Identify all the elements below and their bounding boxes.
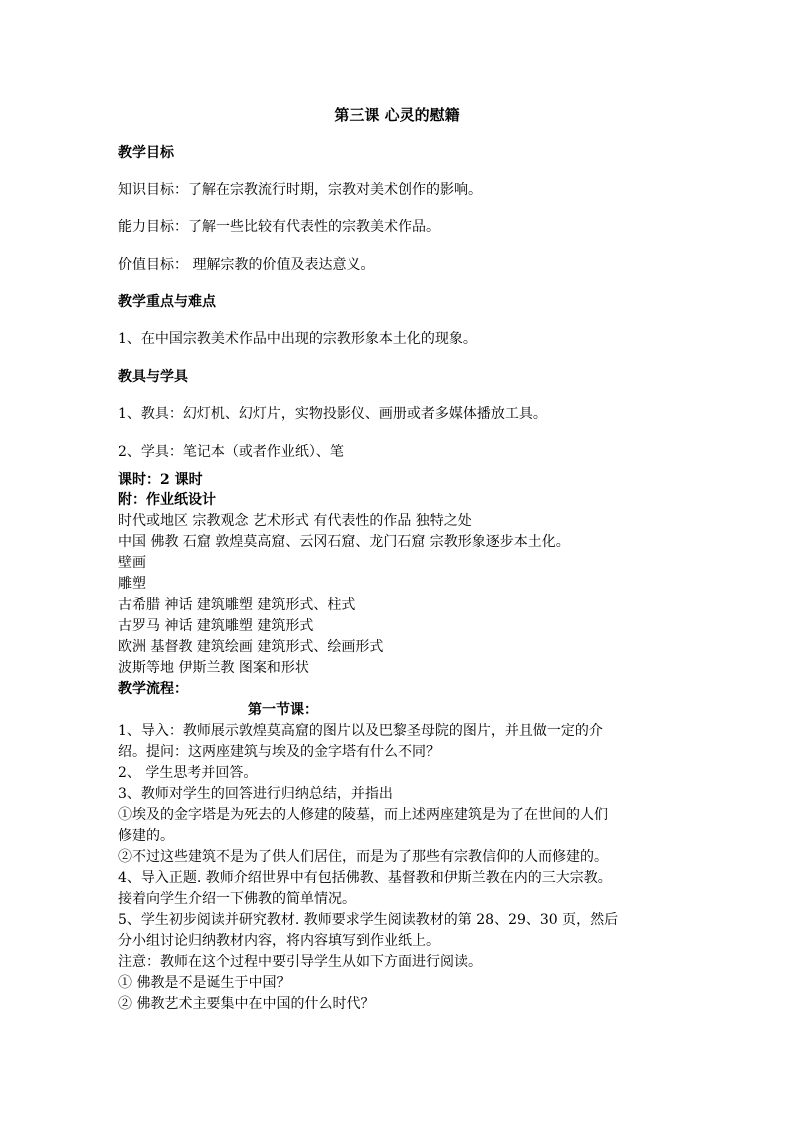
flow-line: 3、教师对学生的回答进行归纳总结，并指出	[118, 786, 393, 802]
flow-line: 绍。提问：这两座建筑与埃及的金字塔有什么不同？	[118, 744, 440, 760]
flow-line: 修建的。	[118, 828, 174, 844]
worksheet-line: 中国 佛教 石窟 敦煌莫高窟、云冈石窟、龙门石窟 宗教形象逐步本土化。	[118, 534, 570, 550]
worksheet-line: 古希腊 神话 建筑雕塑 建筑形式、柱式	[118, 597, 356, 613]
key-point-1: 1、在中国宗教美术作品中出现的宗教形象本土化的现象。	[118, 331, 477, 347]
worksheet-line: 时代或地区 宗教观念 艺术形式 有代表性的作品 独特之处	[118, 513, 472, 529]
goal-ability: 能力目标：了解一些比较有代表性的宗教美术作品。	[118, 219, 440, 235]
flow-line: 2、 学生思考并回答。	[118, 765, 258, 781]
goals-heading: 教学目标	[118, 145, 174, 161]
flow-line: 4、导入正题. 教师介绍世界中有包括佛教、基督教和伊斯兰教在内的三大宗教。	[118, 870, 612, 886]
class-hours: 课时：2 课时	[118, 472, 203, 488]
tools-student: 2、学具：笔记本（或者作业纸）、笔	[118, 444, 344, 460]
flow-line: 1、导入：教师展示敦煌莫高窟的图片以及巴黎圣母院的图片，并且做一定的介	[118, 723, 603, 739]
flow-line: 分小组讨论归纳教材内容，将内容填写到作业纸上。	[118, 933, 440, 949]
tools-heading: 教具与学具	[118, 369, 188, 385]
appendix-heading: 附：作业纸设计	[118, 492, 216, 508]
tools-teacher: 1、教具：幻灯机、幻灯片，实物投影仪、画册或者多媒体播放工具。	[118, 406, 547, 422]
worksheet-line: 欧洲 基督教 建筑绘画 建筑形式、绘画形式	[118, 639, 384, 655]
flow-line: 5、学生初步阅读并研究教材. 教师要求学生阅读教材的第 28、29、30 页，然后	[118, 912, 619, 928]
lesson-title: 第三课 心灵的慰籍	[334, 106, 460, 124]
flow-line: 接着向学生介绍一下佛教的简单情况。	[118, 891, 356, 907]
worksheet-line: 古罗马 神话 建筑雕塑 建筑形式	[118, 618, 314, 634]
flow-heading: 教学流程：	[118, 681, 188, 697]
goal-knowledge: 知识目标：了解在宗教流行时期，宗教对美术创作的影响。	[118, 182, 482, 198]
section-one-heading: 第一节课：	[248, 702, 318, 718]
flow-line: ② 佛教艺术主要集中在中国的什么时代？	[118, 996, 375, 1012]
flow-line: ①埃及的金字塔是为死去的人修建的陵墓，而上述两座建筑是为了在世间的人们	[118, 807, 608, 823]
worksheet-line: 雕塑	[118, 576, 146, 592]
flow-line: ① 佛教是不是诞生于中国？	[118, 975, 291, 991]
flow-line: ②不过这些建筑不是为了供人们居住，而是为了那些有宗教信仰的人而修建的。	[118, 849, 608, 865]
goal-value: 价值目标： 理解宗教的价值及表达意义。	[118, 257, 375, 273]
key-heading: 教学重点与难点	[118, 294, 216, 310]
worksheet-line: 壁画	[118, 555, 146, 571]
worksheet-line: 波斯等地 伊斯兰教 图案和形状	[118, 660, 309, 676]
flow-line: 注意：教师在这个过程中要引导学生从如下方面进行阅读。	[118, 954, 482, 970]
